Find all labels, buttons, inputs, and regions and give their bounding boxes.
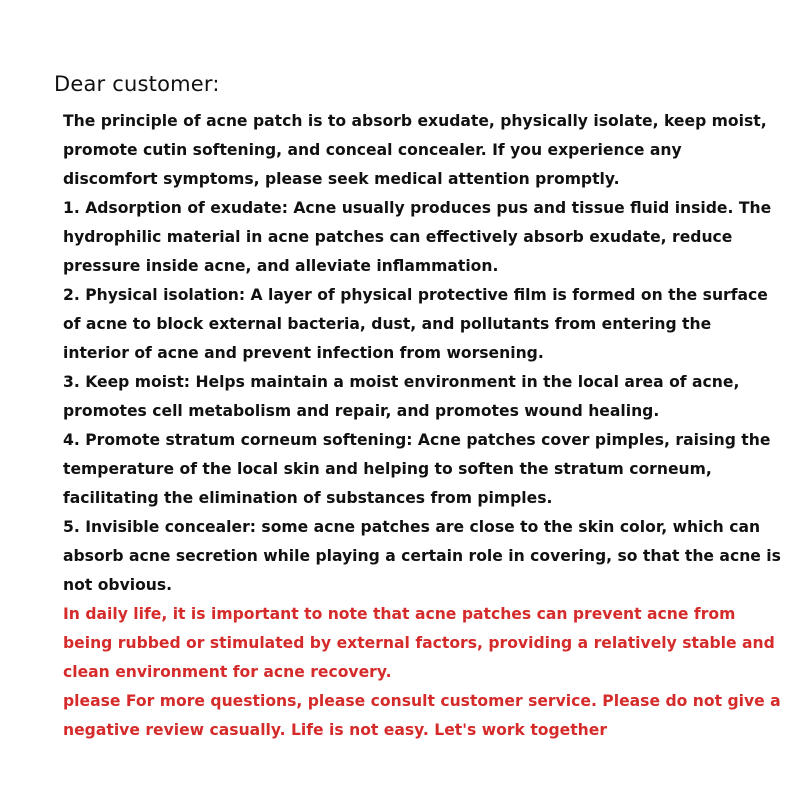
body-line: promotes cell metabolism and repair, and promotes wound healing. — [63, 402, 660, 420]
body-line: 3. Keep moist: Helps maintain a moist environment in the local area of acne, — [63, 373, 740, 391]
body-line: absorb acne secretion while playing a certain role in covering, so that the acne is — [63, 547, 781, 565]
body-line: interior of acne and prevent infection from worsening. — [63, 344, 544, 362]
warning-line: being rubbed or stimulated by external factors, providing a relatively stable and — [63, 634, 775, 652]
body-line: The principle of acne patch is to absorb exudate, physically isolate, keep moist, — [63, 112, 767, 130]
body-line: discomfort symptoms, please seek medical attention promptly. — [63, 170, 620, 188]
body-line: of acne to block external bacteria, dust, and pollutants from entering the — [63, 315, 712, 333]
body-line: promote cutin softening, and conceal concealer. If you experience any — [63, 141, 682, 159]
notice-body — [63, 107, 781, 745]
greeting-heading: Dear customer: — [54, 72, 220, 96]
warning-line: please For more questions, please consult customer service. Please do not give a — [63, 692, 781, 710]
body-line: temperature of the local skin and helping to soften the stratum corneum, — [63, 460, 712, 478]
body-line: 4. Promote stratum corneum softening: Acne patches cover pimples, raising the — [63, 431, 771, 449]
warning-line: clean environment for acne recovery. — [63, 663, 392, 681]
warning-line: negative review casually. Life is not easy. Let's work together — [63, 721, 608, 739]
body-line: not obvious. — [63, 576, 173, 594]
warning-line: In daily life, it is important to note that acne patches can prevent acne from — [63, 605, 736, 623]
body-line: facilitating the elimination of substances from pimples. — [63, 489, 553, 507]
body-line: 5. Invisible concealer: some acne patches are close to the skin color, which can — [63, 518, 761, 536]
body-line: hydrophilic material in acne patches can effectively absorb exudate, reduce — [63, 228, 733, 246]
body-line: 1. Adsorption of exudate: Acne usually produces pus and tissue fluid inside. The — [63, 199, 772, 217]
body-line: 2. Physical isolation: A layer of physical protective film is formed on the surface — [63, 286, 768, 304]
body-line: pressure inside acne, and alleviate inflammation. — [63, 257, 499, 275]
